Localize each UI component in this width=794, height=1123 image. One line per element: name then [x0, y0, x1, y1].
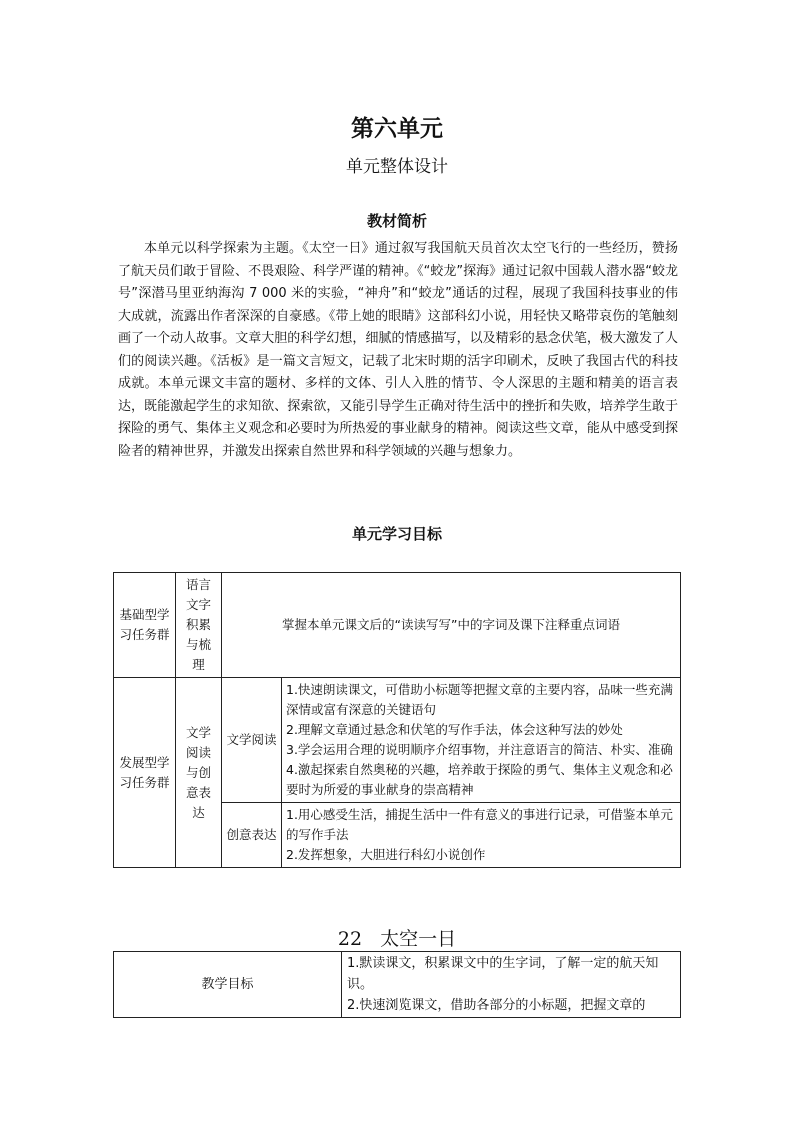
- develop-task-name: 文学阅读与创意表达: [176, 678, 222, 868]
- unit-goals-table: [113, 572, 681, 868]
- analysis-paragraph-block: [118, 238, 678, 463]
- reading-label: 文学阅读: [222, 678, 282, 803]
- basic-task-name: 语言文字积累与梳理: [176, 573, 222, 678]
- analysis-paragraph: 本单元以科学探索为主题。《太空一日》通过叙写我国航天员首次太空飞行的一些经历，赞扬了航天员们敢于冒险、不畏艰险、科学严谨的精神。《“蛟龙”探海》通过记叙中国载人潜水器“蛟龙号”深潜马里亚纳海沟 7 000 米的实验，“神舟”和“蛟龙”通话的过程，展现了我国科技事业的伟大成就，流露出作者深深的自豪感。《带上她的眼睛》这部科幻小说，用轻快又略带哀伤的笔触刻画了一个动人故事。文章大胆的科学幻想，细腻的情感描写，以及精彩的悬念伏笔，极大激发了人们的阅读兴趣。《活板》是一篇文言短文，记载了北宋时期的活字印刷术，反映了我国古代的科技成就。本单元课文丰富的题材、多样的文体、引人入胜的情节、令人深思的主题和精美的语言表达，既能激起学生的求知欲、探索欲，又能引导学生正确对待生活中的挫折和失败，培养学生敢于探险的勇气、集体主义观念和必要时为所热爱的事业献身的精神。阅读这些文章，能从中感受到探险者的精神世界，并激发出探索自然世界和科学领域的兴趣与想象力。: [118, 241, 678, 459]
- table-row: [114, 573, 681, 678]
- reading-goals: [282, 678, 681, 803]
- list-item: 3.学会运用合理的说明顺序介绍事物，并注意语言的简洁、朴实、准确: [286, 742, 673, 757]
- lesson-name: 太空一日: [380, 928, 457, 950]
- teaching-goals: [342, 952, 681, 1018]
- list-item: 2.发挥想象，大胆进行科幻小说创作: [286, 847, 486, 862]
- writing-label: 创意表达: [222, 803, 282, 868]
- page-title: 第六单元: [351, 116, 443, 142]
- writing-goals: [282, 803, 681, 868]
- list-item: 1.默读课文，积累课文中的生字词，了解一定的航天知识。: [347, 956, 659, 992]
- goals-heading: 单元学习目标: [351, 525, 442, 543]
- develop-task-group: 发展型学习任务群: [114, 678, 176, 868]
- analysis-heading: 教材简析: [366, 212, 427, 230]
- list-item: 1.快速朗读课文，可借助小标题等把握文章的主要内容，品味一些充满深情或富有深意的关键语句: [286, 682, 673, 717]
- lesson-number: 22: [337, 928, 363, 950]
- page-subtitle: 单元整体设计: [346, 157, 448, 177]
- list-item: 2.快速浏览课文，借助各部分的小标题，把握文章的: [347, 998, 646, 1013]
- list-item: 2.理解文章通过悬念和伏笔的写作手法，体会这种写法的妙处: [286, 722, 623, 737]
- lesson-table: [113, 951, 681, 1018]
- list-item: 4.激起探索自然奥秘的兴趣，培养敢于探险的勇气、集体主义观念和必要时为所爱的事业献身的崇高精神: [286, 762, 673, 797]
- table-row: [114, 952, 681, 1018]
- list-item: 1.用心感受生活，捕捉生活中一件有意义的事进行记录，可借鉴本单元的写作手法: [286, 807, 673, 842]
- table-row: [114, 678, 681, 803]
- lesson-title: [0, 924, 794, 951]
- teaching-goals-label: 教学目标: [114, 952, 342, 1018]
- basic-task-content: 掌握本单元课文后的“读读写写”中的字词及课下注释重点词语: [222, 573, 681, 678]
- basic-task-group: 基础型学习任务群: [114, 573, 176, 678]
